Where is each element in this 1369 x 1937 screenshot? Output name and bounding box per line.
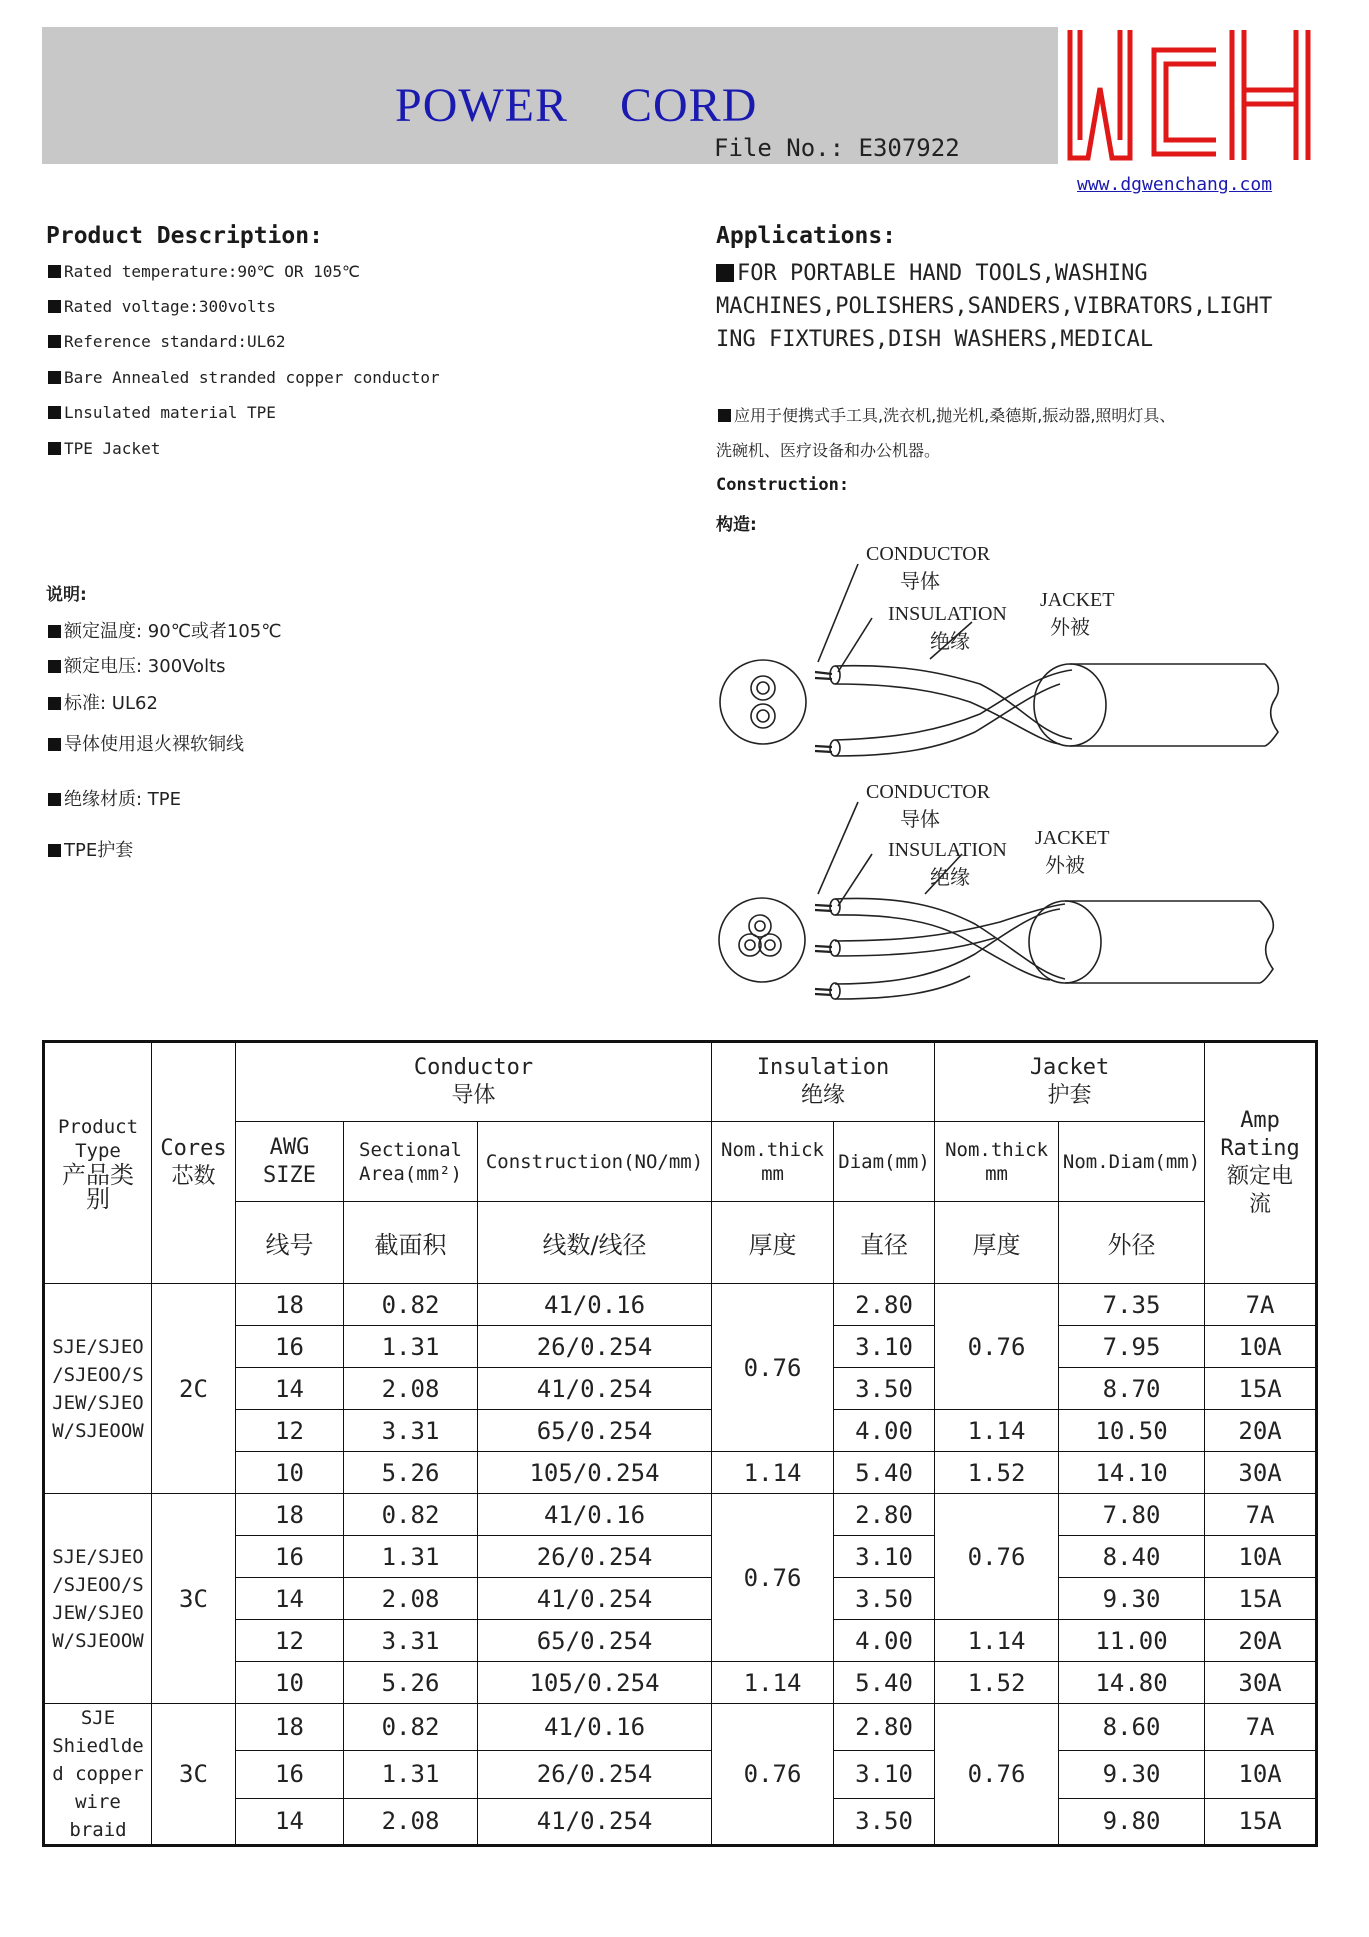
amp-cell: 20A	[1205, 1620, 1317, 1662]
header-insulation: Insulation 绝缘	[712, 1042, 935, 1122]
header-jacket: Jacket 护套	[935, 1042, 1205, 1122]
awg-cell: 16	[236, 1326, 344, 1368]
construction-cell: 41/0.16	[478, 1704, 712, 1751]
construction-cell: 26/0.254	[478, 1326, 712, 1368]
page-title: POWER CORD	[395, 79, 758, 132]
area-cell: 1.31	[344, 1536, 478, 1578]
amp-cell: 10A	[1205, 1751, 1317, 1798]
awg-cell: 14	[236, 1798, 344, 1845]
desc-item: TPE Jacket	[48, 439, 160, 458]
jk-diam-cell: 14.10	[1059, 1452, 1205, 1494]
header-cn-awg: 线号	[236, 1202, 344, 1284]
ins-thick-cell: 1.14	[712, 1452, 834, 1494]
construction-cell: 41/0.254	[478, 1798, 712, 1845]
bullet-icon	[48, 300, 61, 313]
cores-cell: 2C	[152, 1284, 236, 1494]
construction-cell: 65/0.254	[478, 1410, 712, 1452]
ins-diam-cell: 2.80	[834, 1704, 935, 1751]
product-description-heading: Product Description:	[46, 223, 323, 249]
header-cn-jk-diam: 外径	[1059, 1202, 1205, 1284]
jk-thick-cell: 1.14	[935, 1410, 1059, 1452]
construction-heading-cn: 构造:	[716, 515, 757, 535]
amp-cell: 30A	[1205, 1452, 1317, 1494]
awg-cell: 16	[236, 1751, 344, 1798]
awg-cell: 12	[236, 1410, 344, 1452]
insulation-label: INSULATION	[888, 839, 1007, 861]
awg-cell: 14	[236, 1578, 344, 1620]
amp-cell: 20A	[1205, 1410, 1317, 1452]
ins-diam-cell: 3.50	[834, 1368, 935, 1410]
ins-diam-cell: 3.50	[834, 1578, 935, 1620]
area-cell: 5.26	[344, 1452, 478, 1494]
bullet-icon	[48, 265, 61, 278]
header-cn-construction: 线数/线径	[478, 1202, 712, 1284]
brand-logo	[1066, 28, 1312, 168]
jacket-label: JACKET	[1035, 827, 1110, 849]
ins-thick-cell: 1.14	[712, 1662, 834, 1704]
applications-cn-line: 洗碗机、医疗设备和办公机器。	[716, 441, 941, 460]
product-type-cell: SJE Shiedlde d copper wire braid	[44, 1704, 152, 1846]
ins-thick-cell: 0.76	[712, 1284, 834, 1452]
amp-cell: 7A	[1205, 1284, 1317, 1326]
header-awg-size: AWG SIZE	[236, 1122, 344, 1202]
header-product-type: Product Type 产品类 别	[44, 1042, 152, 1284]
area-cell: 1.31	[344, 1326, 478, 1368]
cn-desc-item: 导体使用退火裸软铜线	[48, 730, 244, 756]
jacket-cn-label: 外被	[1045, 855, 1085, 877]
conductor-label: CONDUCTOR	[866, 781, 991, 803]
construction-cell: 105/0.254	[478, 1662, 712, 1704]
bullet-icon	[48, 625, 61, 638]
table-row	[44, 1284, 1317, 1326]
awg-cell: 10	[236, 1662, 344, 1704]
header-jk-thick: Nom.thick mm	[935, 1122, 1059, 1202]
jk-diam-cell: 8.40	[1059, 1536, 1205, 1578]
awg-cell: 14	[236, 1368, 344, 1410]
product-type-cell: SJE/SJEO /SJEOO/S JEW/SJEO W/SJEOOW	[44, 1284, 152, 1494]
header-cn-jk-thick: 厚度	[935, 1202, 1059, 1284]
area-cell: 0.82	[344, 1284, 478, 1326]
bullet-icon	[48, 844, 61, 857]
awg-cell: 10	[236, 1452, 344, 1494]
area-cell: 3.31	[344, 1620, 478, 1662]
ins-diam-cell: 4.00	[834, 1410, 935, 1452]
jk-diam-cell: 7.35	[1059, 1284, 1205, 1326]
construction-cell: 26/0.254	[478, 1751, 712, 1798]
jk-thick-cell: 1.14	[935, 1620, 1059, 1662]
jk-thick-cell: 0.76	[935, 1284, 1059, 1410]
jk-diam-cell: 10.50	[1059, 1410, 1205, 1452]
jk-diam-cell: 9.30	[1059, 1751, 1205, 1798]
header-sectional-area: Sectional Area(mm²)	[344, 1122, 478, 1202]
construction-diagram	[700, 534, 1320, 1014]
header-ins-diam: Diam(mm)	[834, 1122, 935, 1202]
area-cell: 1.31	[344, 1751, 478, 1798]
website-link[interactable]: www.dgwenchang.com	[1077, 174, 1273, 195]
table-row	[44, 1704, 1317, 1751]
area-cell: 3.31	[344, 1410, 478, 1452]
header-conductor: Conductor 导体	[236, 1042, 712, 1122]
ins-diam-cell: 2.80	[834, 1284, 935, 1326]
ins-thick-cell: 0.76	[712, 1704, 834, 1846]
awg-cell: 18	[236, 1704, 344, 1751]
amp-cell: 30A	[1205, 1662, 1317, 1704]
desc-item: Bare Annealed stranded copper conductor	[48, 368, 440, 387]
shuoming-heading: 说明:	[46, 585, 87, 605]
desc-item: Rated temperature:90℃ OR 105℃	[48, 262, 360, 281]
applications-line: FOR PORTABLE HAND TOOLS,WASHING	[716, 257, 1316, 290]
ins-diam-cell: 3.10	[834, 1536, 935, 1578]
header-cores: Cores 芯数	[152, 1042, 236, 1284]
cores-cell: 3C	[152, 1494, 236, 1704]
cores-cell: 3C	[152, 1704, 236, 1846]
amp-cell: 15A	[1205, 1368, 1317, 1410]
applications-line: ING FIXTURES,DISH WASHERS,MEDICAL	[716, 327, 1154, 352]
jk-thick-cell: 1.52	[935, 1662, 1059, 1704]
jk-thick-cell: 0.76	[935, 1704, 1059, 1846]
construction-cell: 41/0.16	[478, 1284, 712, 1326]
header-ins-thick: Nom.thick mm	[712, 1122, 834, 1202]
jk-diam-cell: 9.80	[1059, 1798, 1205, 1845]
bullet-icon	[48, 793, 61, 806]
bullet-icon	[48, 697, 61, 710]
desc-item: Lnsulated material TPE	[48, 403, 276, 422]
jk-diam-cell: 7.80	[1059, 1494, 1205, 1536]
cn-desc-item: 额定温度: 90℃或者105℃	[48, 617, 281, 643]
bullet-icon	[48, 335, 61, 348]
amp-cell: 15A	[1205, 1798, 1317, 1845]
construction-cell: 105/0.254	[478, 1452, 712, 1494]
applications-cn-line: 应用于便携式手工具,洗衣机,抛光机,桑德斯,振动器,照明灯具、	[718, 403, 1175, 426]
construction-heading: Construction:	[716, 475, 850, 495]
jacket-label: JACKET	[1040, 589, 1115, 611]
cn-desc-item: 绝缘材质: TPE	[48, 785, 181, 811]
header-cn-area: 截面积	[344, 1202, 478, 1284]
area-cell: 2.08	[344, 1368, 478, 1410]
amp-cell: 10A	[1205, 1536, 1317, 1578]
header-jk-diam: Nom.Diam(mm)	[1059, 1122, 1205, 1202]
bullet-icon	[48, 442, 61, 455]
jk-diam-cell: 9.30	[1059, 1578, 1205, 1620]
insulation-cn-label: 绝缘	[930, 867, 970, 889]
area-cell: 0.82	[344, 1494, 478, 1536]
ins-diam-cell: 3.10	[834, 1751, 935, 1798]
awg-cell: 18	[236, 1284, 344, 1326]
ins-diam-cell: 4.00	[834, 1620, 935, 1662]
jk-diam-cell: 7.95	[1059, 1326, 1205, 1368]
header-cn-ins-thick: 厚度	[712, 1202, 834, 1284]
amp-cell: 7A	[1205, 1704, 1317, 1751]
jk-thick-cell: 1.52	[935, 1452, 1059, 1494]
awg-cell: 16	[236, 1536, 344, 1578]
jk-thick-cell: 0.76	[935, 1494, 1059, 1620]
amp-cell: 10A	[1205, 1326, 1317, 1368]
header-cn-ins-diam: 直径	[834, 1202, 935, 1284]
cn-desc-item: 标准: UL62	[48, 689, 158, 715]
ins-diam-cell: 3.10	[834, 1326, 935, 1368]
header-amp-rating: Amp Rating 额定电 流	[1205, 1042, 1317, 1284]
area-cell: 2.08	[344, 1798, 478, 1845]
conductor-label: CONDUCTOR	[866, 543, 991, 565]
amp-cell: 7A	[1205, 1494, 1317, 1536]
jk-diam-cell: 14.80	[1059, 1662, 1205, 1704]
product-type-cell: SJE/SJEO /SJEOO/S JEW/SJEO W/SJEOOW	[44, 1494, 152, 1704]
applications-heading: Applications:	[716, 223, 897, 249]
ins-diam-cell: 5.40	[834, 1662, 935, 1704]
area-cell: 5.26	[344, 1662, 478, 1704]
insulation-label: INSULATION	[888, 603, 1007, 625]
area-cell: 2.08	[344, 1578, 478, 1620]
construction-cell: 41/0.16	[478, 1494, 712, 1536]
cable-2c-diagram	[720, 564, 1278, 756]
file-number: File No.: E307922	[714, 134, 960, 162]
bullet-icon	[48, 406, 61, 419]
construction-cell: 26/0.254	[478, 1536, 712, 1578]
jk-diam-cell: 11.00	[1059, 1620, 1205, 1662]
bullet-icon	[718, 409, 731, 422]
awg-cell: 12	[236, 1620, 344, 1662]
area-cell: 0.82	[344, 1704, 478, 1751]
construction-cell: 41/0.254	[478, 1578, 712, 1620]
spec-table	[42, 1040, 1318, 1847]
desc-item: Rated voltage:300volts	[48, 297, 276, 316]
ins-diam-cell: 5.40	[834, 1452, 935, 1494]
insulation-cn-label: 绝缘	[930, 631, 970, 653]
jacket-cn-label: 外被	[1050, 617, 1090, 639]
applications-text	[716, 257, 1316, 356]
bullet-icon	[716, 264, 734, 282]
desc-item: Reference standard:UL62	[48, 332, 286, 351]
ins-thick-cell: 0.76	[712, 1494, 834, 1662]
cn-desc-item: 额定电压: 300Volts	[48, 652, 226, 678]
bullet-icon	[48, 738, 61, 751]
cable-3c-diagram	[719, 802, 1273, 999]
bullet-icon	[48, 371, 61, 384]
jk-diam-cell: 8.60	[1059, 1704, 1205, 1751]
awg-cell: 18	[236, 1494, 344, 1536]
conductor-cn-label: 导体	[900, 571, 940, 593]
ins-diam-cell: 2.80	[834, 1494, 935, 1536]
bullet-icon	[48, 660, 61, 673]
amp-cell: 15A	[1205, 1578, 1317, 1620]
ins-diam-cell: 3.50	[834, 1798, 935, 1845]
construction-cell: 65/0.254	[478, 1620, 712, 1662]
applications-line: MACHINES,POLISHERS,SANDERS,VIBRATORS,LIGHT	[716, 294, 1273, 319]
conductor-cn-label: 导体	[900, 809, 940, 831]
construction-cell: 41/0.254	[478, 1368, 712, 1410]
cn-desc-item: TPE护套	[48, 836, 133, 862]
jk-diam-cell: 8.70	[1059, 1368, 1205, 1410]
table-row	[44, 1494, 1317, 1536]
header-construction: Construction(NO/mm)	[478, 1122, 712, 1202]
